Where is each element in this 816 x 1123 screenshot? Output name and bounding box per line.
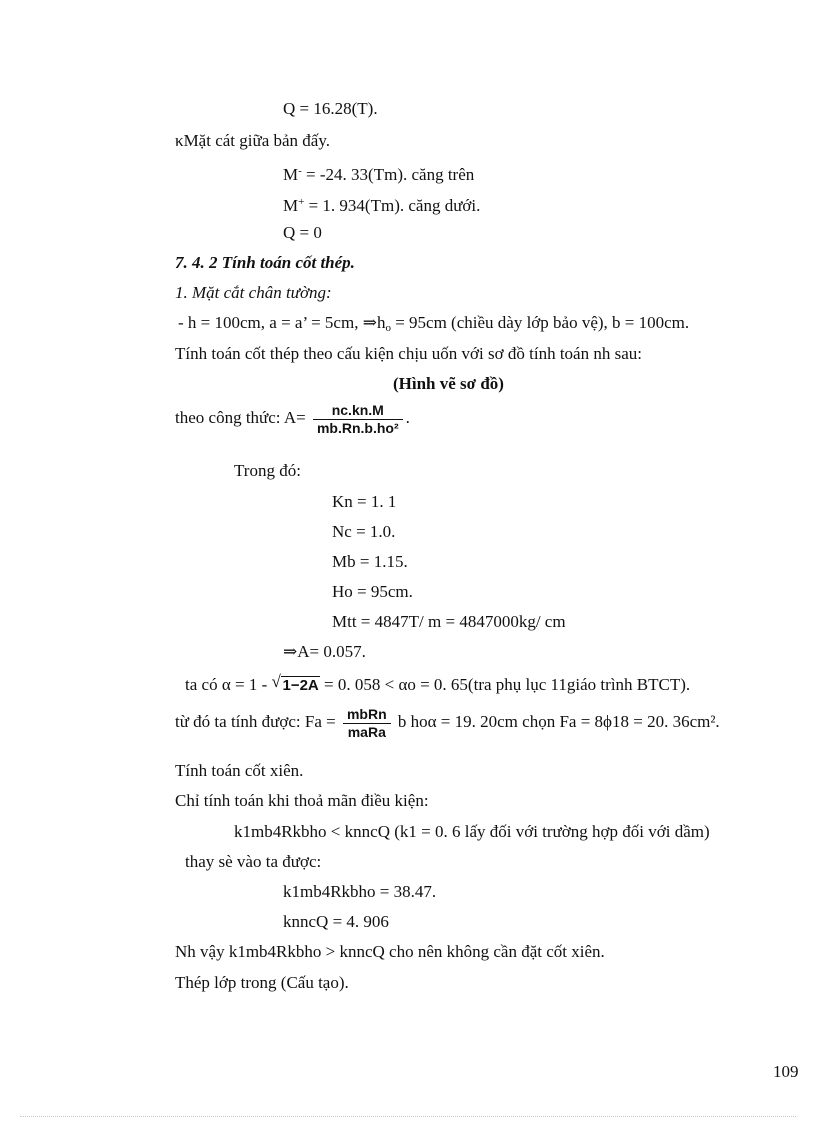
fa-formula: từ đó ta tính được: Fa = $\frac{\text{mbRn}}{\text{maRa}}$ b hoα = 19. 20cm chọn Fa = 8ϕ18 = 20. 36cm².	[175, 705, 720, 740]
fa-fraction: $\frac{\text{mbRn}}{\text{maRa}}$	[343, 706, 391, 741]
moment-positive: M+ = 1. 934(Tm). căng dưới.	[283, 196, 481, 215]
conclusion: Nh vậy k1mb4Rkbho > knncQ cho nên không cần đặt cốt xiên.	[175, 942, 605, 961]
param-mtt: Mtt = 4847T/ m = 4847000kg/ cm	[332, 612, 566, 631]
a-result: ⇒A= 0.057.	[283, 642, 366, 661]
param-ho: Ho = 95cm.	[332, 582, 413, 601]
section-mid-heading: κMặt cát giữa bản đấy.	[175, 131, 330, 150]
geometry-line: - h = 100cm, a = a’ = 5cm, ⇒ho = 95cm (chiều dày lớp bảo vệ), b = 100cm.	[178, 313, 690, 334]
formula-a-fraction: $\frac{nc.kn.M}{\text{mb.Rn.b.ho²}}$	[313, 402, 403, 437]
condition: k1mb4Rkbho < knncQ (k1 = 0. 6 lấy đối với trường hợp đối với dầm)	[234, 822, 710, 841]
lhs-value: k1mb4Rkbho = 38.47.	[283, 882, 437, 901]
param-nc: Nc = 1.0.	[332, 522, 396, 541]
shear-force-value: Q = 16.28(T).	[283, 99, 378, 118]
param-mb: Mb = 1.15.	[332, 552, 408, 571]
inner-steel-note: Thép lớp trong (Cấu tạo).	[175, 973, 349, 992]
rhs-value: knncQ = 4. 906	[283, 912, 389, 931]
subsection-heading: 1. Mặt cắt chân tường:	[175, 283, 332, 302]
figure-caption: (Hình vẽ sơ đồ)	[393, 374, 504, 393]
condition-intro: Chỉ tính toán khi thoả mãn điều kiện:	[175, 791, 429, 810]
footer-divider	[20, 1116, 796, 1117]
shear-title: Tính toán cốt xiên.	[175, 761, 304, 780]
calc-intro: Tính toán cốt thép theo cấu kiện chịu uốn với sơ đồ tính toán nh sau:	[175, 344, 642, 363]
where-label: Trong đó:	[234, 461, 301, 480]
square-root: √ 1−2A	[271, 672, 319, 694]
param-kn: Kn = 1. 1	[332, 492, 397, 511]
moment-negative: M- = -24. 33(Tm). căng trên	[283, 165, 475, 184]
section-heading: 7. 4. 2 Tính toán cốt thép.	[175, 253, 355, 272]
implies-arrow-icon: ⇒	[362, 313, 377, 332]
substitute: thay sè vào ta được:	[185, 852, 322, 871]
page-number: 109	[773, 1062, 799, 1081]
alpha-formula: ta có α = 1 - √ 1−2A = 0. 058 < αo = 0. 65(tra phụ lục 11giáo trình BTCT).	[185, 672, 691, 694]
formula-a: theo công thức: A= $\frac{nc.kn.M}{\text{mb.Rn.b.ho²}}$ .	[175, 401, 410, 436]
implies-arrow-icon: ⇒	[283, 642, 298, 661]
shear-force-zero: Q = 0	[283, 223, 322, 242]
